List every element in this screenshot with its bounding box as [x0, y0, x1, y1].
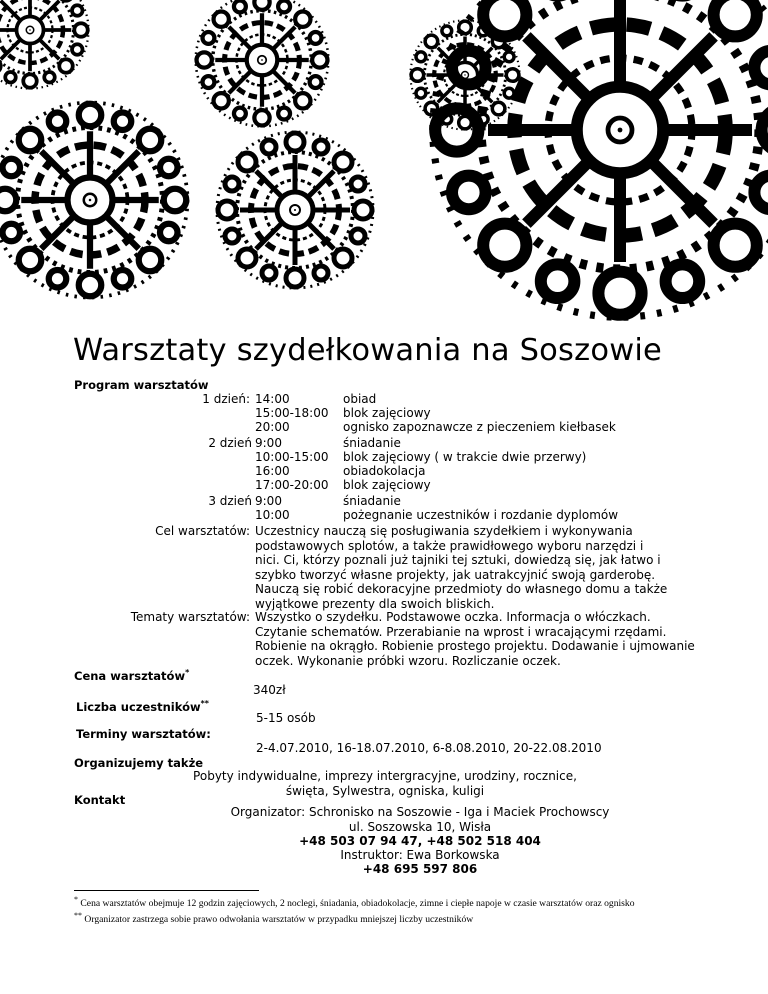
contact-heading: Kontakt — [74, 793, 126, 807]
dates-heading: Terminy warsztatów: — [76, 727, 211, 741]
day3-activity-1: śniadanie — [343, 494, 401, 508]
participants-value: 5-15 osób — [256, 711, 316, 725]
footnote-2-mark: ** — [74, 911, 82, 920]
dates-value: 2-4.07.2010, 16-18.07.2010, 6-8.08.2010, 20-22.08.2010 — [256, 741, 602, 755]
day3-time-2: 10:00 — [255, 508, 290, 522]
topics-label: Tematy warsztatów: — [130, 610, 250, 624]
also-line-1: Pobyty indywidualne, imprezy intergracyjne, urodziny, rocznice, — [193, 769, 577, 783]
contact-organizer: Organizator: Schronisko na Soszowie - Iga i Maciek Prochowscy — [230, 805, 610, 819]
lace-doilies-illustration — [0, 0, 768, 330]
also-line-2: święta, Sylwestra, ogniska, kuligi — [285, 784, 485, 798]
footnote-separator — [74, 890, 259, 891]
day1-label: 1 dzień: — [202, 392, 250, 406]
price-footnote-mark: * — [185, 668, 190, 677]
contact-phones: +48 503 07 94 47, +48 502 518 404 — [299, 834, 541, 848]
participants-footnote-mark: ** — [200, 699, 209, 708]
contact-address: ul. Soszowska 10, Wisła — [348, 820, 492, 834]
day1-time-3: 20:00 — [255, 420, 290, 434]
day2-time-3: 16:00 — [255, 464, 290, 478]
day2-label: 2 dzień — [208, 436, 252, 450]
also-heading: Organizujemy także — [74, 756, 204, 770]
day2-time-2: 10:00-15:00 — [255, 450, 329, 464]
day3-label: 3 dzień — [208, 494, 252, 508]
day3-time-1: 9:00 — [255, 494, 282, 508]
day1-time-2: 15:00-18:00 — [255, 406, 329, 420]
footnote-2: ** Organizator zastrzega sobie prawo odwołania warsztatów w przypadku mniejszej liczby uczestników — [74, 911, 474, 926]
price-heading: Cena warsztatów* — [74, 668, 190, 683]
goal-text: Uczestnicy nauczą się posługiwania szydełkiem i wykonywania podstawowych splotów, a także prawidłowego wyboru narzędzi i nici. Ci, którzy poznali już tajniki tej sztuki, dowiedzą się, jak łatwo i szybko tworzyć własne projekty, jak uatrakcyjnić swoją garderobę. Nauczą się robić dekoracyjne przedmioty do własnego domu a także wyjątkowe prezenty dla swoich bliskich. — [255, 524, 668, 611]
contact-instructor-phone: +48 695 597 806 — [362, 862, 478, 876]
contact-instructor: Instruktor: Ewa Borkowska — [340, 848, 500, 862]
day1-activity-3: ognisko zapoznawcze z pieczeniem kiełbasek — [343, 420, 616, 434]
goal-label: Cel warsztatów: — [155, 524, 250, 538]
day2-activity-1: śniadanie — [343, 436, 401, 450]
program-heading: Program warsztatów — [74, 378, 209, 392]
footnote-1: * Cena warsztatów obejmuje 12 godzin zajęciowych, 2 noclegi, śniadania, obiadokolacje, zimne i ciepłe napoje w czasie warsztatów oraz ognisko — [74, 895, 635, 910]
topics-text: Wszystko o szydełku. Podstawowe oczka. Informacja o włóczkach. Czytanie schematów. Przerabianie na wprost i wracającymi rzędami. Robienie na okrągło. Robienie prostego projektu. Dodawanie i ujmowanie oczek. Wykonanie próbki wzoru. Rozliczanie oczek. — [255, 610, 695, 668]
day2-time-1: 9:00 — [255, 436, 282, 450]
day2-activity-4: blok zajęciowy — [343, 478, 431, 492]
day1-time-1: 14:00 — [255, 392, 290, 406]
participants-heading: Liczba uczestników** — [76, 699, 209, 714]
price-value: 340zł — [253, 683, 286, 697]
day2-activity-3: obiadokolacja — [343, 464, 426, 478]
footnote-1-mark: * — [74, 895, 78, 904]
page-title: Warsztaty szydełkowania na Soszowie — [73, 333, 662, 368]
day2-time-4: 17:00-20:00 — [255, 478, 329, 492]
day1-activity-1: obiad — [343, 392, 377, 406]
day1-activity-2: blok zajęciowy — [343, 406, 431, 420]
day2-activity-2: blok zajęciowy ( w trakcie dwie przerwy) — [343, 450, 587, 464]
day3-activity-2: pożegnanie uczestników i rozdanie dyplomów — [343, 508, 619, 522]
